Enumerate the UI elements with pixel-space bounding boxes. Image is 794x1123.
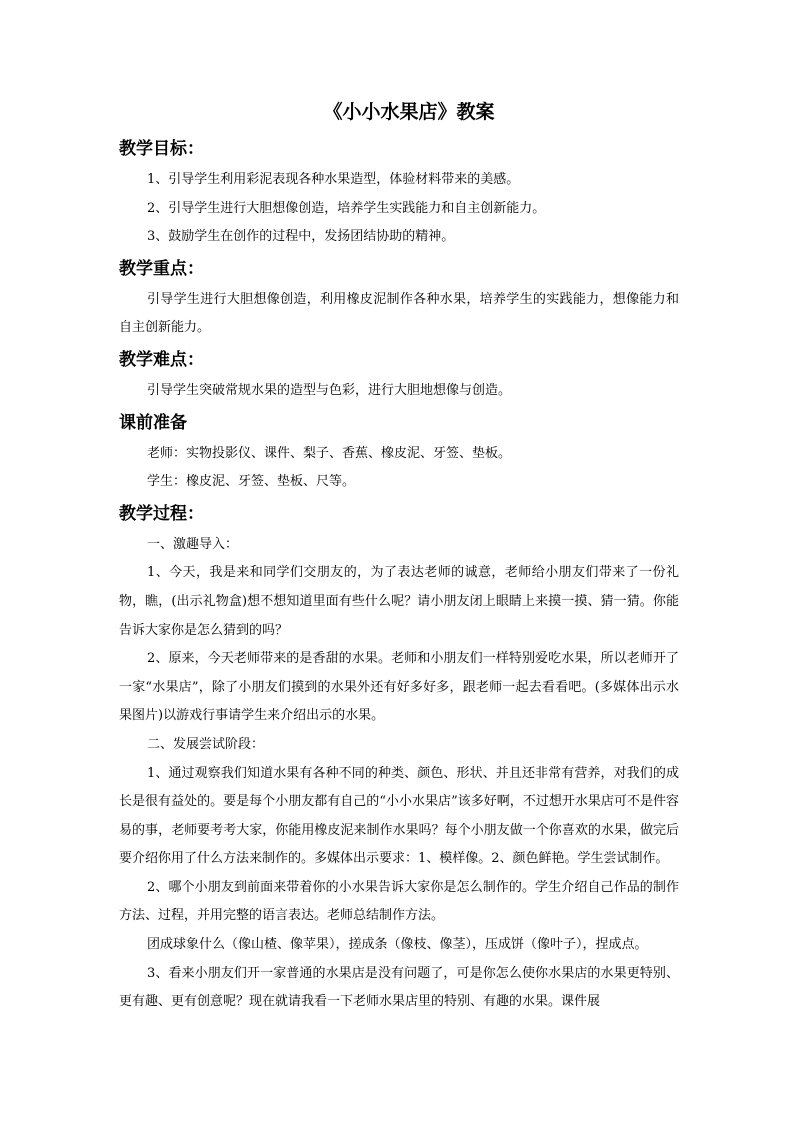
process-paragraph: 2、原来，今天老师带来的是香甜的水果。老师和小朋友们一样特别爱吃水果，所以老师开了一家“水果店”，除了小朋友们摸到的水果外还有好多好多，跟老师一起去看看吧。(多媒体出示水果图片)以游戏行事请学生来介绍出示的水果。 [119,651,679,724]
key-points-text: 引导学生进行大胆想像创造，利用橡皮泥制作各种水果，培养学生的实践能力，想像能力和自主创新能力。 [119,291,679,336]
process-heading: 教学过程： [119,503,204,524]
key-points-heading: 教学重点： [119,258,204,279]
process-paragraph: 1、今天，我是来和同学们交朋友的，为了表达老师的诚意，老师给小朋友们带来了一份礼物，瞧，(出示礼物盒)想不想知道里面有些什么呢？请小朋友闭上眼睛上来摸一摸、猜一猜。你能告诉大家你是怎么猜到的吗？ [119,565,679,638]
process-paragraph: 3、看来小朋友们开一家普通的水果店是没有问题了，可是你怎么使你水果店的水果更特别、更有趣、更有创意呢？现在就请我看一下老师水果店里的特别、有趣的水果。课件展 [119,965,679,1010]
goal-item: 3、鼓励学生在创作的过程中，发扬团结协助的精神。 [147,229,455,245]
process-paragraph: 二、发展尝试阶段： [147,736,265,752]
preparation-heading: 课前准备 [119,412,187,433]
goal-item: 2、引导学生进行大胆想像创造，培养学生实践能力和自主创新能力。 [147,200,546,216]
process-paragraph: 团成球象什么（像山楂、像苹果），搓成条（像枝、像茎），压成饼（像叶子），捏成点。 [147,937,648,953]
preparation-teacher: 老师：实物投影仪、课件、梨子、香蕉、橡皮泥、牙签、垫板。 [147,445,512,461]
preparation-student: 学生：橡皮泥、牙签、垫板、尺等。 [147,474,356,490]
difficulties-heading: 教学难点： [119,349,204,370]
page-title: 《小小水果店》教案 [323,101,495,123]
process-paragraph: 一、激趣导入： [147,536,239,552]
document-page [119,92,679,1017]
goal-item: 1、引导学生利用彩泥表现各种水果造型，体验材料带来的美感。 [147,172,520,187]
difficulties-text: 引导学生突破常规水果的造型与色彩，进行大胆地想像与创造。 [147,382,512,398]
goals-heading: 教学目标： [119,139,204,159]
process-paragraph: 2、哪个小朋友到前面来带着你的小水果告诉大家你是怎么制作的。学生介绍自己作品的制作方法、过程，并用完整的语言表达。老师总结制作方法。 [119,879,679,924]
process-paragraph: 1、通过观察我们知道水果有各种不同的种类、颜色、形状、并且还非常有营养，对我们的成长是很有益处的。要是每个小朋友都有自己的“小小水果店”该多好啊，不过想开水果店可不是件容易的事，老师要考考大家，你能用橡皮泥来制作水果吗？每个小朋友做一个你喜欢的水果，做完后要介绍你用了什么方法来制作的。多媒体出示要求：1、模样像。2、颜色鲜艳。学生尝试制作。 [119,765,679,867]
